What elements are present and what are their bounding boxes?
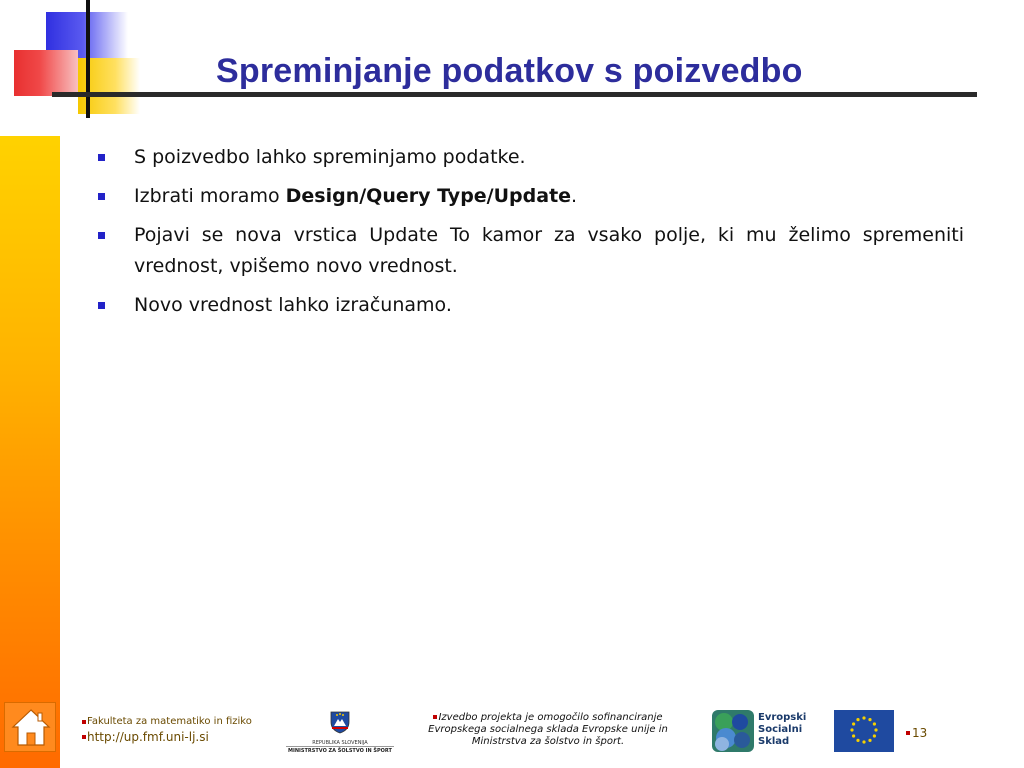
decor-red-square [14, 50, 78, 96]
bullet-text: S poizvedbo lahko spreminjamo podatke. [134, 146, 526, 168]
bullet-text: Pojavi se nova vrstica Update To kamor za vsako polje, ki mu želimo spremeniti vrednost, vpišemo novo vrednost. [134, 224, 964, 277]
ministry-logo [286, 710, 394, 756]
esf-logo-icon [710, 708, 756, 754]
page-number [906, 726, 927, 740]
home-button[interactable] [4, 702, 56, 752]
title-underline [52, 92, 977, 97]
footer-faculty-block [82, 716, 252, 744]
ministry-line1: REPUBLIKA SLOVENIJA [312, 740, 368, 746]
eu-flag [834, 710, 894, 752]
esf-text [758, 712, 806, 748]
bullet-square-icon [98, 232, 105, 239]
bullet-square-icon [98, 302, 105, 309]
bullet-item [96, 290, 964, 321]
decor-vertical-line [86, 0, 90, 118]
bullet-item [96, 181, 964, 212]
esf-line3: Sklad [758, 736, 790, 747]
funding-note-text: Izvedbo projekta je omogočilo sofinanciranje Evropskega socialnega sklada Evropske unije in Ministrstva za šolstvo in šport. [428, 712, 668, 747]
esf-logo [710, 708, 810, 754]
esf-line1: Evropski [758, 712, 807, 723]
slide-title: Spreminjanje podatkov s poizvedbo [216, 52, 803, 90]
home-icon [5, 703, 57, 753]
esf-line2: Socialni [758, 724, 803, 735]
bullet-text: Novo vrednost lahko izračunamo. [134, 294, 452, 316]
faculty-url-link[interactable]: http://up.fmf.uni-lj.si [87, 730, 209, 744]
bullet-item [96, 142, 964, 173]
page-number-text: 13 [912, 726, 928, 740]
footer-bullet-icon [433, 715, 437, 719]
footer-bullet-icon [906, 731, 910, 735]
bullet-text-suffix: . [571, 185, 578, 207]
faculty-name: Fakulteta za matematiko in fiziko [87, 716, 252, 727]
left-gradient-bar [0, 136, 60, 768]
footer-bullet-icon [82, 735, 86, 739]
eu-flag-icon [834, 710, 894, 752]
bullet-square-icon [98, 193, 105, 200]
ministry-line2: MINISTRSTVO ZA ŠOLSTVO IN ŠPORT [286, 746, 394, 754]
coat-of-arms-icon [329, 710, 351, 734]
funding-note [406, 712, 690, 748]
footer-bullet-icon [82, 720, 86, 724]
bullet-list [96, 142, 964, 329]
bullet-item [96, 220, 964, 282]
bullet-text-prefix: Izbrati moramo [134, 185, 286, 207]
bullet-text-bold: Design/Query Type/Update [285, 185, 572, 207]
bullet-square-icon [98, 154, 105, 161]
